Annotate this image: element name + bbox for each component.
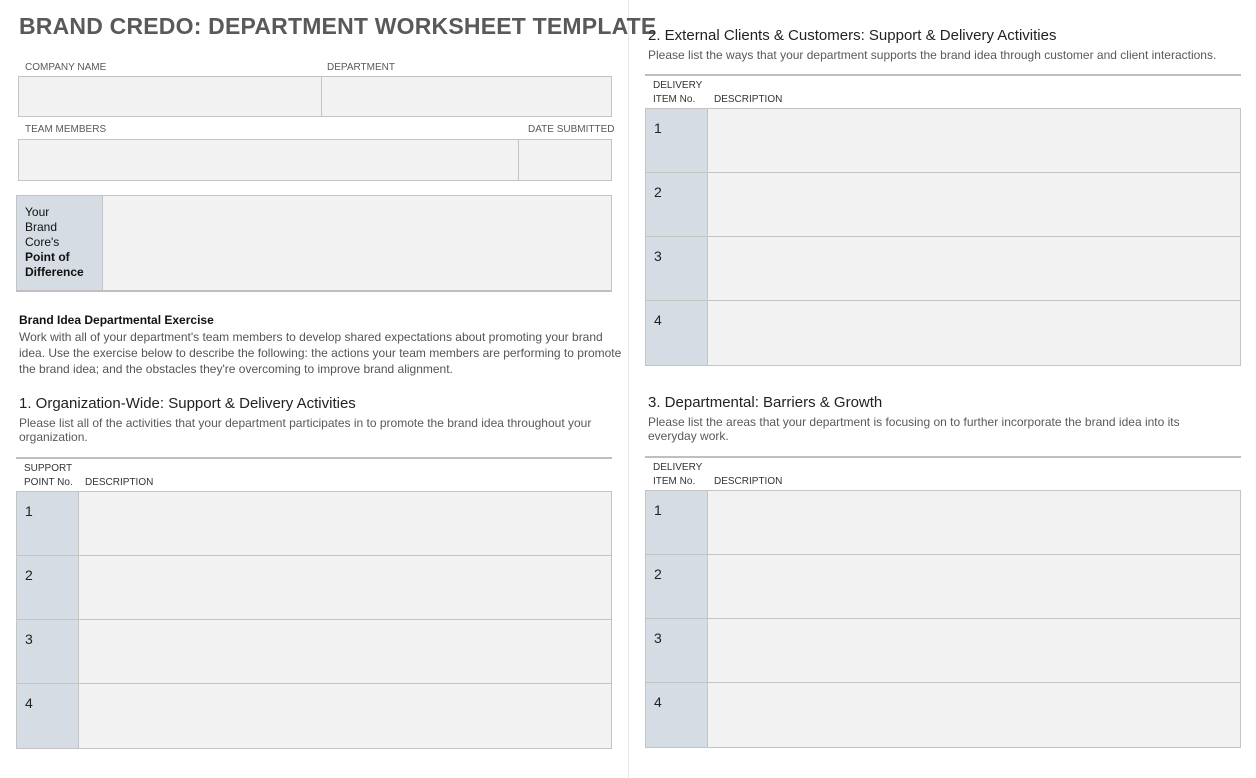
team-date-row bbox=[18, 139, 612, 181]
section-3-table bbox=[645, 490, 1241, 748]
company-name-field[interactable] bbox=[19, 77, 321, 116]
pod-label-line: Brand bbox=[25, 220, 58, 234]
section-1-header-rule bbox=[16, 457, 612, 459]
row-description-field[interactable] bbox=[708, 173, 1240, 236]
row-number: 1 bbox=[17, 492, 79, 555]
section-1-description: Please list all of the activities that your department participates in to promote the brand idea throughout your organization. bbox=[19, 416, 592, 444]
table-row bbox=[646, 491, 1240, 555]
pod-label-bold-line: Point of bbox=[25, 250, 70, 264]
department-field[interactable] bbox=[322, 77, 611, 116]
pod-label-line: Your bbox=[25, 205, 50, 219]
row-description-field[interactable] bbox=[708, 237, 1240, 300]
row-number: 3 bbox=[646, 619, 708, 682]
section-1-table bbox=[16, 491, 612, 749]
section-3-header-rule bbox=[645, 456, 1241, 458]
row-description-field[interactable] bbox=[79, 492, 611, 555]
row-number: 2 bbox=[17, 556, 79, 619]
row-number: 4 bbox=[646, 683, 708, 747]
table-row bbox=[646, 109, 1240, 173]
section-2-col-desc-header: DESCRIPTION bbox=[714, 94, 783, 105]
row-number: 1 bbox=[646, 491, 708, 554]
date-submitted-label: DATE SUBMITTED bbox=[528, 124, 615, 135]
table-row bbox=[17, 620, 611, 684]
row-description-field[interactable] bbox=[708, 301, 1240, 365]
section-2-header-rule bbox=[645, 74, 1241, 76]
company-department-row bbox=[18, 76, 612, 117]
section-2-description: Please list the ways that your department supports the brand idea through customer and client interactions. bbox=[648, 48, 1217, 62]
table-row bbox=[646, 237, 1240, 301]
row-description-field[interactable] bbox=[79, 620, 611, 683]
section-3-col-no-header bbox=[653, 461, 702, 489]
table-row bbox=[17, 492, 611, 556]
table-row bbox=[646, 555, 1240, 619]
row-description-field[interactable] bbox=[79, 556, 611, 619]
table-row bbox=[17, 556, 611, 620]
section-1-col-desc-header: DESCRIPTION bbox=[85, 477, 154, 488]
col-no-header-line: ITEM No. bbox=[653, 94, 696, 105]
company-name-label: COMPANY NAME bbox=[25, 62, 107, 73]
row-description-field[interactable] bbox=[708, 683, 1240, 747]
col-no-header-line: ITEM No. bbox=[653, 476, 696, 487]
section-3-title: 3. Departmental: Barriers & Growth bbox=[648, 394, 883, 411]
section-1-col-no-header bbox=[24, 462, 73, 490]
department-label: DEPARTMENT bbox=[327, 62, 395, 73]
row-number: 2 bbox=[646, 173, 708, 236]
point-of-difference-label bbox=[17, 196, 103, 290]
table-row bbox=[646, 683, 1240, 747]
row-description-field[interactable] bbox=[708, 491, 1240, 554]
section-1-title: 1. Organization-Wide: Support & Delivery Activities bbox=[19, 395, 356, 412]
date-submitted-field[interactable] bbox=[519, 140, 611, 180]
section-3-col-desc-header: DESCRIPTION bbox=[714, 476, 783, 487]
table-row bbox=[646, 619, 1240, 683]
row-number: 3 bbox=[646, 237, 708, 300]
row-description-field[interactable] bbox=[708, 555, 1240, 618]
section-2-col-no-header bbox=[653, 79, 702, 107]
pod-label-bold-line: Difference bbox=[25, 265, 84, 279]
row-number: 4 bbox=[17, 684, 79, 748]
col-no-header-line: DELIVERY bbox=[653, 80, 703, 91]
pod-label-line: Core's bbox=[25, 235, 60, 249]
col-no-header-line: POINT No. bbox=[24, 477, 73, 488]
point-of-difference-box bbox=[16, 195, 612, 292]
table-row bbox=[17, 684, 611, 748]
team-members-field[interactable] bbox=[19, 140, 518, 180]
col-no-header-line: SUPPORT bbox=[24, 463, 73, 474]
table-row bbox=[646, 173, 1240, 237]
team-members-label: TEAM MEMBERS bbox=[25, 124, 107, 135]
row-number: 1 bbox=[646, 109, 708, 172]
exercise-title: Brand Idea Departmental Exercise bbox=[19, 313, 214, 327]
col-no-header-line: DELIVERY bbox=[653, 462, 703, 473]
page-divider bbox=[628, 0, 629, 778]
row-number: 3 bbox=[17, 620, 79, 683]
table-row bbox=[646, 301, 1240, 365]
exercise-body: Work with all of your department's team members to develop shared expectations about promoting your brand idea. Use the exercise below to describe the following: the actions your team members are performing to promote the brand idea; and the obstacles they're overcoming to improve brand alignment. bbox=[19, 330, 622, 376]
row-description-field[interactable] bbox=[79, 684, 611, 748]
row-number: 2 bbox=[646, 555, 708, 618]
section-3-description: Please list the areas that your department is focusing on to further incorporate the brand idea into its everyday work. bbox=[648, 415, 1180, 443]
row-number: 4 bbox=[646, 301, 708, 365]
section-2-table bbox=[645, 108, 1241, 366]
page-title: BRAND CREDO: DEPARTMENT WORKSHEET TEMPLATE bbox=[19, 13, 657, 39]
section-2-title: 2. External Clients & Customers: Support & Delivery Activities bbox=[648, 27, 1057, 44]
row-description-field[interactable] bbox=[708, 109, 1240, 172]
row-description-field[interactable] bbox=[708, 619, 1240, 682]
point-of-difference-field[interactable] bbox=[103, 196, 611, 290]
